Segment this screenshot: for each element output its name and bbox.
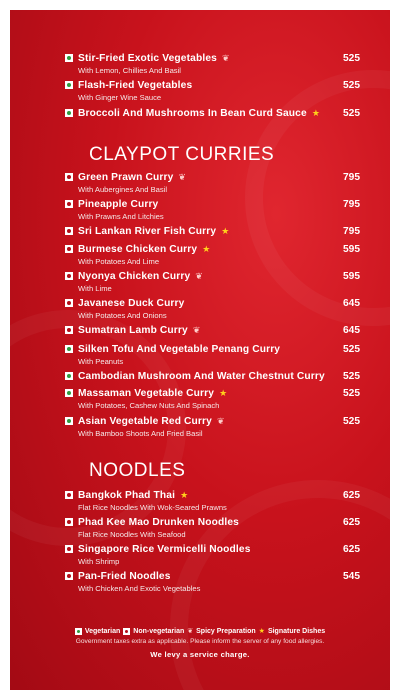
nonveg-square-icon (65, 518, 73, 526)
menu-item-price: 525 (343, 388, 360, 399)
star-icon: ★ (258, 628, 265, 635)
menu-item-price: 525 (343, 344, 360, 355)
chilli-icon: ❦ (216, 416, 225, 426)
star-icon: ★ (202, 244, 211, 254)
menu-item-name: Silken Tofu And Vegetable Penang Curry (78, 344, 281, 355)
menu-item-name: Stir-Fried Exotic Vegetables (78, 53, 217, 64)
menu-item-price: 525 (343, 416, 360, 427)
chilli-icon: ❦ (192, 325, 201, 335)
menu-item-name: Bangkok Phad Thai (78, 490, 176, 501)
nonveg-square-icon (65, 227, 73, 235)
veg-square-icon (65, 81, 73, 89)
veg-square-icon (65, 109, 73, 117)
chilli-icon: ❦ (221, 53, 230, 63)
menu-item-row (78, 270, 360, 283)
menu-item-row (78, 52, 360, 65)
veg-square-icon (65, 345, 73, 353)
menu-item-name: Broccoli And Mushrooms In Bean Curd Sauce (78, 108, 307, 119)
menu-item (78, 570, 360, 593)
menu-item-row (78, 415, 360, 428)
menu-item-name: Green Prawn Curry (78, 172, 174, 183)
nonveg-square-icon (65, 245, 73, 253)
menu-item (78, 415, 360, 438)
menu-item-description: Flat Rice Noodles With Wok-Seared Prawns (78, 503, 227, 512)
legend-non-vegetarian: Non-vegetarian (133, 627, 185, 635)
menu-item-price: 545 (343, 571, 360, 582)
veg-square-icon (75, 628, 82, 635)
menu-item-row (78, 370, 360, 383)
menu-item-price: 645 (343, 325, 360, 336)
menu-item-row (78, 387, 360, 400)
menu-item (78, 225, 360, 238)
star-icon: ★ (221, 226, 230, 236)
menu-item-price: 525 (343, 371, 360, 382)
menu-item-description: With Shrimp (78, 557, 120, 566)
menu-item-description: With Prawns And Litchies (78, 212, 164, 221)
star-icon: ★ (219, 388, 228, 398)
menu-item-description: With Ginger Wine Sauce (78, 93, 162, 102)
legend (10, 627, 390, 659)
menu-item-name: Massaman Vegetable Curry (78, 388, 215, 399)
menu-item-name: Nyonya Chicken Curry (78, 271, 191, 282)
menu-item-name: Sumatran Lamb Curry (78, 325, 188, 336)
menu-item-row (78, 489, 360, 502)
menu-item-row (78, 570, 360, 583)
menu-item-row (78, 324, 360, 337)
menu-item-name: Cambodian Mushroom And Water Chestnut Curry (78, 371, 325, 382)
legend-spicy: Spicy Preparation (196, 627, 256, 635)
menu-item-description: With Lime (78, 284, 112, 293)
menu-item-description: With Bamboo Shoots And Fried Basil (78, 429, 203, 438)
menu-item-description: With Aubergines And Basil (78, 185, 168, 194)
menu-item-name: Pan-Fried Noodles (78, 571, 171, 582)
menu-item (78, 543, 360, 566)
menu-item (78, 297, 360, 320)
menu-item-name: Phad Kee Mao Drunken Noodles (78, 517, 240, 528)
veg-square-icon (65, 389, 73, 397)
menu-item-row (78, 171, 360, 184)
menu-item-name: Burmese Chicken Curry (78, 244, 198, 255)
menu-item-price: 595 (343, 244, 360, 255)
menu-item (78, 198, 360, 221)
taxes-note: Government taxes extra as applicable. Please inform the server of any food allergies. (75, 638, 325, 645)
menu-item-price: 795 (343, 199, 360, 210)
legend-signature: Signature Dishes (267, 627, 326, 635)
menu-item-row (78, 297, 360, 310)
menu-item-price: 525 (343, 53, 360, 64)
legend-vegetarian: Vegetarian (84, 627, 121, 635)
menu-item-description: With Potatoes And Lime (78, 257, 160, 266)
menu-item-description: With Lemon, Chillies And Basil (78, 66, 181, 75)
menu-item-row (78, 198, 360, 211)
menu-item (78, 516, 360, 539)
menu-item (78, 79, 360, 102)
menu-item-row (78, 343, 360, 356)
menu-item-price: 525 (343, 108, 360, 119)
star-icon: ★ (311, 108, 320, 118)
service-charge-note: We levy a service charge. (150, 650, 250, 659)
nonveg-square-icon (123, 628, 130, 635)
menu-item (78, 171, 360, 194)
menu-item (78, 52, 360, 75)
legend-row (10, 627, 390, 635)
menu-item-name: Pineapple Curry (78, 199, 159, 210)
menu-item-price: 525 (343, 80, 360, 91)
menu-item-name: Sri Lankan River Fish Curry (78, 226, 217, 237)
nonveg-square-icon (65, 572, 73, 580)
nonveg-square-icon (65, 326, 73, 334)
menu-item-row (78, 543, 360, 556)
veg-square-icon (65, 372, 73, 380)
nonveg-square-icon (65, 545, 73, 553)
menu-item-description: Flat Rice Noodles With Seafood (78, 530, 186, 539)
menu-item-price: 795 (343, 172, 360, 183)
chilli-icon: ❦ (187, 628, 194, 635)
menu-item-price: 625 (343, 517, 360, 528)
star-icon: ★ (180, 490, 189, 500)
menu-item-name: Asian Vegetable Red Curry (78, 416, 212, 427)
veg-square-icon (65, 54, 73, 62)
menu-item (78, 370, 360, 383)
menu-item (78, 270, 360, 293)
menu-item-description: With Potatoes, Cashew Nuts And Spinach (78, 401, 220, 410)
menu-item-price: 645 (343, 298, 360, 309)
section-title-claypot-curries: CLAYPOT CURRIES (89, 144, 275, 165)
menu-item-row (78, 225, 360, 238)
menu-item-row (78, 79, 360, 92)
menu-item (78, 243, 360, 266)
menu-page (10, 10, 390, 690)
menu-item-description: With Potatoes And Onions (78, 311, 167, 320)
menu-item-description: With Chicken And Exotic Vegetables (78, 584, 201, 593)
menu-item-name: Javanese Duck Curry (78, 298, 185, 309)
menu-item-price: 595 (343, 271, 360, 282)
nonveg-square-icon (65, 299, 73, 307)
menu-item-price: 625 (343, 544, 360, 555)
chilli-icon: ❦ (178, 172, 186, 182)
menu-item-name: Flash-Fried Vegetables (78, 80, 193, 91)
menu-item-row (78, 107, 360, 120)
menu-item (78, 387, 360, 410)
nonveg-square-icon (65, 173, 73, 181)
menu-item (78, 343, 360, 366)
menu-item-price: 625 (343, 490, 360, 501)
menu-item-price: 795 (343, 226, 360, 237)
chilli-icon: ❦ (195, 271, 203, 281)
nonveg-square-icon (65, 272, 73, 280)
menu-item-row (78, 516, 360, 529)
menu-item-name: Singapore Rice Vermicelli Noodles (78, 544, 251, 555)
menu-item (78, 324, 360, 337)
menu-item-description: With Peanuts (78, 357, 124, 366)
section-title-noodles: NOODLES (89, 460, 186, 481)
menu-item (78, 107, 360, 120)
nonveg-square-icon (65, 200, 73, 208)
nonveg-square-icon (65, 491, 73, 499)
menu-item-row (78, 243, 360, 256)
menu-item (78, 489, 360, 512)
veg-square-icon (65, 417, 73, 425)
